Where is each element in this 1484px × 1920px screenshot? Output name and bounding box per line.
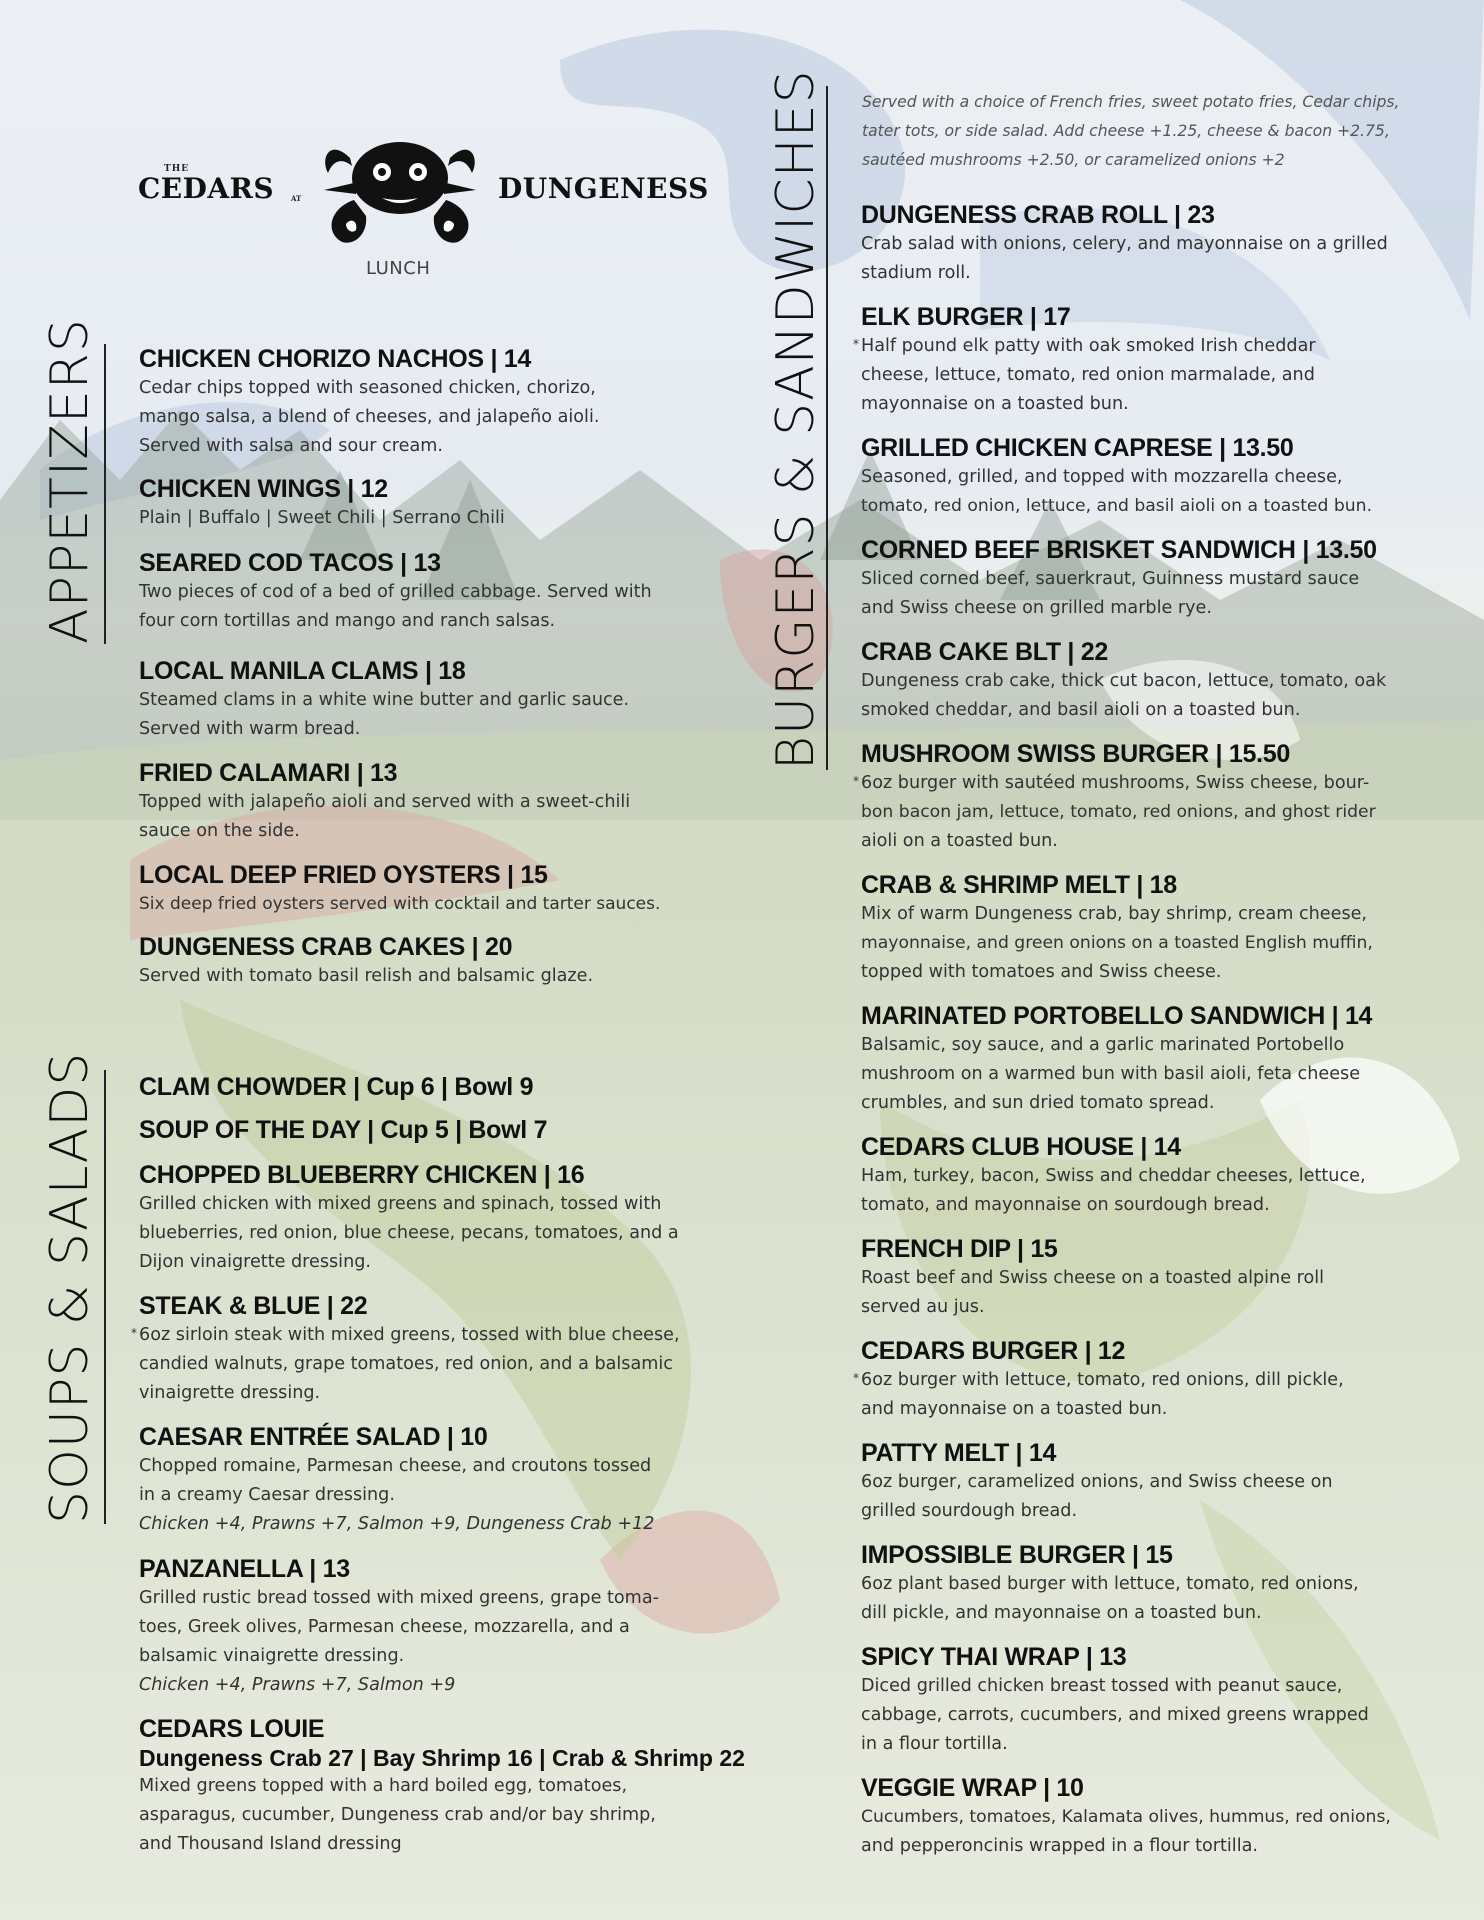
item-desc-line: asparagus, cucumber, Dungeness crab and/or bay shrimp, <box>139 1805 656 1825</box>
item-desc-line: Balsamic, soy sauce, and a garlic marinated Portobello <box>861 1035 1345 1055</box>
item-name: DUNGENESS CRAB ROLL | 23 <box>861 201 1215 229</box>
item-name: GRILLED CHICKEN CAPRESE | 13.50 <box>861 434 1294 462</box>
menu-item <box>853 739 1376 856</box>
item-name: MARINATED PORTOBELLO SANDWICH | 14 <box>861 1002 1373 1030</box>
menu-item <box>861 637 1386 725</box>
menu-item <box>861 1438 1333 1526</box>
item-name: PATTY MELT | 14 <box>861 1439 1057 1467</box>
restaurant-logo <box>138 128 723 288</box>
item-desc-line: mayonnaise, and green onions on a toasted English muffin, <box>861 933 1373 953</box>
item-desc-line: mango salsa, a blend of cheeses, and jalapeño aioli. <box>139 407 600 427</box>
item-name: CRAB & SHRIMP MELT | 18 <box>861 871 1177 899</box>
item-desc-line: vinaigrette dressing. <box>139 1383 321 1403</box>
item-desc-line: in a creamy Caesar dressing. <box>139 1485 395 1505</box>
item-desc-line: tomato, and mayonnaise on sourdough bread. <box>861 1195 1270 1215</box>
menu-item <box>139 758 630 846</box>
menu-item <box>861 200 1388 288</box>
item-desc-line: smoked cheddar, and basil aioli on a toasted bun. <box>861 700 1301 720</box>
item-desc-text: 6oz burger with lettuce, tomato, red onions, dill pickle, <box>861 1370 1344 1390</box>
burgers-intro <box>862 88 1452 175</box>
menu-item <box>139 656 629 744</box>
item-desc-line: sauce on the side. <box>139 821 300 841</box>
item-desc-text: 6oz sirloin steak with mixed greens, tossed with blue cheese, <box>139 1325 680 1345</box>
item-desc-line: blueberries, red onion, blue cheese, pecans, tomatoes, and a <box>139 1223 679 1243</box>
item-desc-line <box>853 1366 1344 1395</box>
item-desc-line: aioli on a toasted bun. <box>861 831 1058 851</box>
item-desc-line: bon bacon jam, lettuce, tomato, red onions, and ghost rider <box>861 802 1376 822</box>
menu-item <box>861 1132 1366 1220</box>
intro-line: Served with a choice of French fries, sweet potato fries, Cedar chips, <box>862 93 1400 111</box>
item-desc-line: Served with warm bread. <box>139 719 361 739</box>
item-desc-line: cheese, lettuce, tomato, red onion marmalade, and <box>861 365 1315 385</box>
item-desc-line: grilled sourdough bread. <box>861 1501 1078 1521</box>
item-desc-line: cabbage, carrots, cucumbers, and mixed greens wrapped <box>861 1705 1369 1725</box>
item-name: CEDARS BURGER | 12 <box>861 1337 1126 1365</box>
menu-item <box>853 1336 1344 1424</box>
item-desc-line: and pepperoncinis wrapped in a flour tortilla. <box>861 1836 1258 1856</box>
item-desc-line: Chopped romaine, Parmesan cheese, and croutons tossed <box>139 1456 652 1476</box>
item-desc-line: Plain | Buffalo | Sweet Chili | Serrano Chili <box>139 508 505 528</box>
item-desc-line <box>131 1321 680 1350</box>
intro-line: tater tots, or side salad. Add cheese +1.25, cheese & bacon +2.75, <box>862 122 1390 140</box>
item-name: FRIED CALAMARI | 13 <box>139 759 398 787</box>
item-name: ELK BURGER | 17 <box>861 303 1071 331</box>
item-desc-line: Cucumbers, tomatoes, Kalamata olives, hummus, red onions, <box>861 1807 1391 1827</box>
item-desc-line: Ham, turkey, bacon, Swiss and cheddar cheeses, lettuce, <box>861 1166 1366 1186</box>
item-add-ons: Chicken +4, Prawns +7, Salmon +9, Dungeness Crab +12 <box>139 1514 655 1534</box>
menu-item <box>853 302 1316 419</box>
item-desc-line: Served with tomato basil relish and balsamic glaze. <box>139 966 594 986</box>
logo-the: THE <box>164 164 190 174</box>
menu-item <box>861 870 1373 987</box>
item-desc-line: 6oz burger, caramelized onions, and Swiss cheese on <box>861 1472 1333 1492</box>
item-name: FRENCH DIP | 15 <box>861 1235 1058 1263</box>
item-name: LOCAL DEEP FRIED OYSTERS | 15 <box>139 861 548 889</box>
menu-item <box>861 433 1372 521</box>
item-desc-line: and Thousand Island dressing <box>139 1834 402 1854</box>
item-desc-line: Dungeness crab cake, thick cut bacon, lettuce, tomato, oak <box>861 671 1387 691</box>
item-desc-line: mayonnaise on a toasted bun. <box>861 394 1129 414</box>
item-desc-line: dill pickle, and mayonnaise on a toasted bun. <box>861 1603 1262 1623</box>
item-desc-line: Topped with jalapeño aioli and served with a sweet-chili <box>139 792 631 812</box>
item-desc-line <box>853 769 1376 798</box>
item-name: CEDARS LOUIE <box>139 1715 325 1743</box>
menu-item <box>139 1072 533 1102</box>
intro-line: sautéed mushrooms +2.50, or caramelized onions +2 <box>862 151 1285 169</box>
menu-item <box>861 1001 1372 1118</box>
item-name: CAESAR ENTRÉE SALAD | 10 <box>139 1423 488 1451</box>
item-desc-line: and mayonnaise on a toasted bun. <box>861 1399 1168 1419</box>
item-desc-line: toes, Greek olives, Parmesan cheese, mozzarella, and a <box>139 1617 630 1637</box>
item-desc-line: served au jus. <box>861 1297 985 1317</box>
item-name: CORNED BEEF BRISKET SANDWICH | 13.50 <box>861 536 1377 564</box>
item-name: CHICKEN CHORIZO NACHOS | 14 <box>139 345 531 373</box>
item-desc-line: Mix of warm Dungeness crab, bay shrimp, cream cheese, <box>861 904 1368 924</box>
item-desc-line: Two pieces of cod of a bed of grilled cabbage. Served with <box>139 582 652 602</box>
item-desc-text: 6oz burger with sautéed mushrooms, Swiss cheese, bour- <box>861 773 1370 793</box>
item-desc-text: Half pound elk patty with oak smoked Irish cheddar <box>861 336 1316 356</box>
item-desc-line: Served with salsa and sour cream. <box>139 436 443 456</box>
menu-item <box>139 860 660 919</box>
menu-item <box>861 1773 1391 1861</box>
menu-item <box>861 1642 1369 1759</box>
item-desc-line <box>853 332 1316 361</box>
menu-item <box>139 1554 659 1700</box>
item-desc-line: topped with tomatoes and Swiss cheese. <box>861 962 1222 982</box>
item-desc-line: Grilled rustic bread tossed with mixed greens, grape toma- <box>139 1588 659 1608</box>
item-name: MUSHROOM SWISS BURGER | 15.50 <box>861 740 1290 768</box>
item-name: SOUP OF THE DAY | Cup 5 | Bowl 7 <box>139 1116 548 1144</box>
menu-item <box>861 1234 1324 1322</box>
item-asterisk: * <box>853 337 859 351</box>
item-price-options: Dungeness Crab 27 | Bay Shrimp 16 | Crab & Shrimp 22 <box>139 1745 745 1771</box>
item-asterisk: * <box>853 774 859 788</box>
item-name: STEAK & BLUE | 22 <box>139 1292 368 1320</box>
item-name: VEGGIE WRAP | 10 <box>861 1774 1084 1802</box>
item-name: DUNGENESS CRAB CAKES | 20 <box>139 933 513 961</box>
item-desc-line: Mixed greens topped with a hard boiled egg, tomatoes, <box>139 1776 628 1796</box>
item-name: LOCAL MANILA CLAMS | 18 <box>139 657 466 685</box>
menu-item <box>139 1422 654 1539</box>
burgers-divider <box>826 86 828 770</box>
item-asterisk: * <box>853 1371 859 1385</box>
item-desc-line: Roast beef and Swiss cheese on a toasted alpine roll <box>861 1268 1325 1288</box>
section-title-appetizers: APPETIZERS <box>40 318 100 644</box>
logo-word-cedars: CEDARS <box>138 172 275 205</box>
item-desc-line: and Swiss cheese on grilled marble rye. <box>861 598 1212 618</box>
menu-item <box>139 932 593 991</box>
soups-divider <box>104 1070 106 1524</box>
section-title-soups-salads: SOUPS & SALADS <box>40 1051 100 1524</box>
menu-item <box>139 344 599 461</box>
item-desc-line: mushroom on a warmed bun with basil aioli, feta cheese <box>861 1064 1361 1084</box>
logo-word-dungeness: DUNGENESS <box>498 172 709 205</box>
menu-subtitle: LUNCH <box>366 258 431 279</box>
item-desc-line: balsamic vinaigrette dressing. <box>139 1646 405 1666</box>
menu-item <box>861 535 1377 623</box>
menu-item <box>139 1115 547 1145</box>
item-desc-line: Crab salad with onions, celery, and mayonnaise on a grilled <box>861 234 1388 254</box>
item-asterisk: * <box>131 1326 137 1340</box>
item-desc-line: Six deep fried oysters served with cocktail and tarter sauces. <box>139 894 661 914</box>
item-name: IMPOSSIBLE BURGER | 15 <box>861 1541 1173 1569</box>
menu-item <box>861 1540 1359 1628</box>
item-desc-line: crumbles, and sun dried tomato spread. <box>861 1093 1215 1113</box>
item-name: CEDARS CLUB HOUSE | 14 <box>861 1133 1181 1161</box>
item-name: PANZANELLA | 13 <box>139 1555 350 1583</box>
item-add-ons: Chicken +4, Prawns +7, Salmon +9 <box>139 1675 456 1695</box>
item-name: CRAB CAKE BLT | 22 <box>861 638 1108 666</box>
item-desc-line: Dijon vinaigrette dressing. <box>139 1252 371 1272</box>
appetizers-divider <box>104 344 106 644</box>
menu-item <box>139 1160 679 1277</box>
crab-emblem-icon <box>310 128 490 248</box>
item-desc-line: Grilled chicken with mixed greens and spinach, tossed with <box>139 1194 662 1214</box>
item-name: SPICY THAI WRAP | 13 <box>861 1643 1127 1671</box>
menu-item <box>139 548 652 636</box>
item-desc-line: Steamed clams in a white wine butter and garlic sauce. <box>139 690 630 710</box>
item-name: CHOPPED BLUEBERRY CHICKEN | 16 <box>139 1161 585 1189</box>
item-name: CHICKEN WINGS | 12 <box>139 475 388 503</box>
item-desc-line: stadium roll. <box>861 263 971 283</box>
item-desc-line: 6oz plant based burger with lettuce, tomato, red onions, <box>861 1574 1359 1594</box>
item-desc-line: tomato, red onion, lettuce, and basil aioli on a toasted bun. <box>861 496 1373 516</box>
item-desc-line: Diced grilled chicken breast tossed with peanut sauce, <box>861 1676 1343 1696</box>
item-name: CLAM CHOWDER | Cup 6 | Bowl 9 <box>139 1073 534 1101</box>
menu-item <box>139 1714 745 1859</box>
item-desc-line: Sliced corned beef, sauerkraut, Guinness mustard sauce <box>861 569 1360 589</box>
item-desc-line: four corn tortillas and mango and ranch salsas. <box>139 611 556 631</box>
section-title-burgers-sandwiches: BURGERS & SANDWICHES <box>766 69 826 770</box>
menu-item <box>131 1291 680 1408</box>
item-desc-line: Cedar chips topped with seasoned chicken, chorizo, <box>139 378 596 398</box>
item-desc-line: Seasoned, grilled, and topped with mozzarella cheese, <box>861 467 1343 487</box>
item-desc-line: candied walnuts, grape tomatoes, red onion, and a balsamic <box>139 1354 673 1374</box>
item-name: SEARED COD TACOS | 13 <box>139 549 441 577</box>
logo-at: AT <box>291 194 302 203</box>
item-desc-line: in a flour tortilla. <box>861 1734 1008 1754</box>
menu-item <box>139 474 505 533</box>
